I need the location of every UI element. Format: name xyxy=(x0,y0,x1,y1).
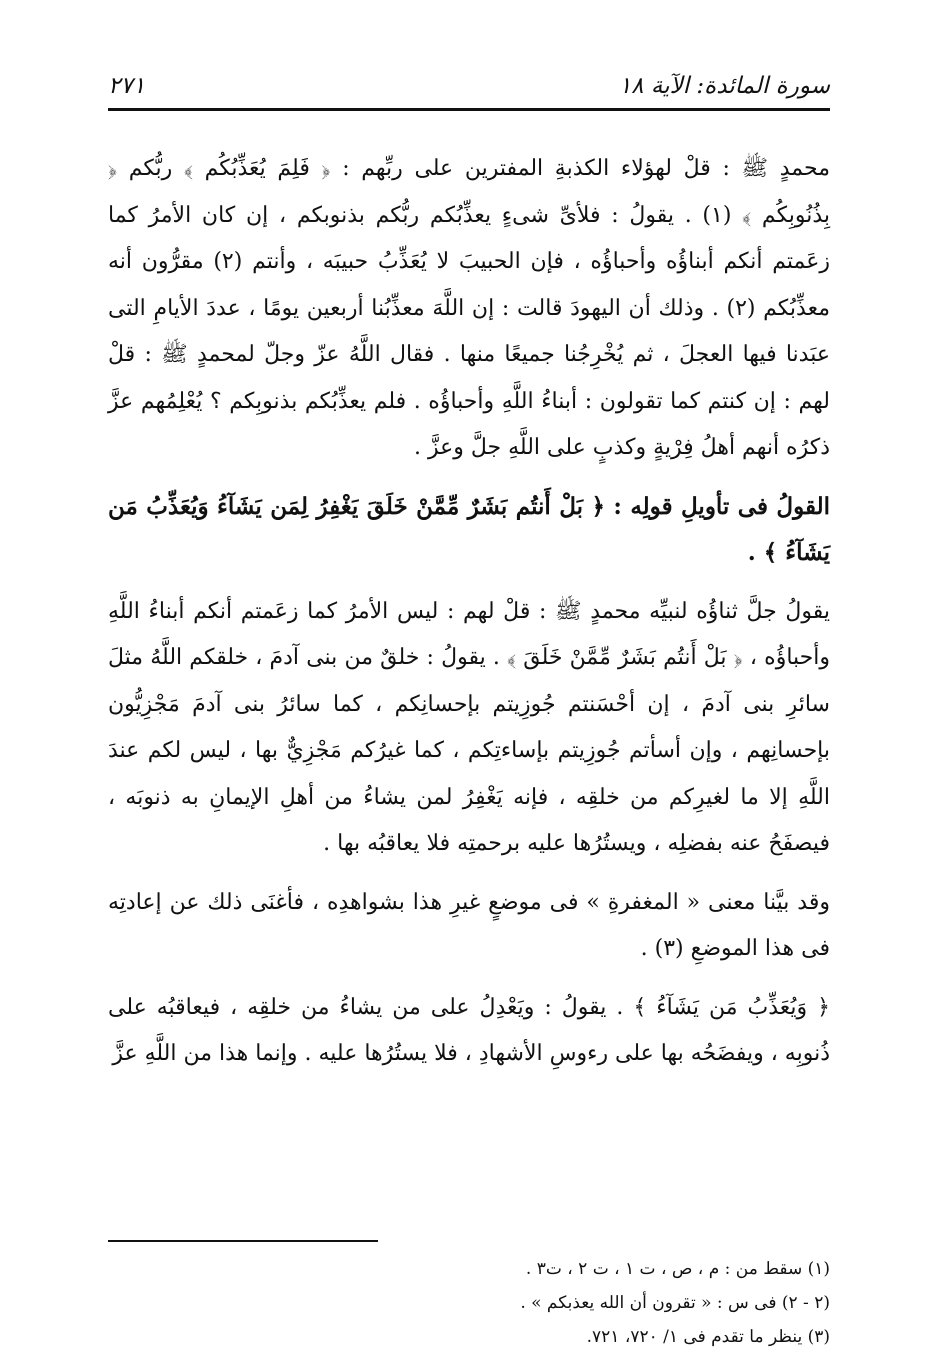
book-page xyxy=(108,52,830,1347)
header-rule xyxy=(108,108,830,111)
paragraph: وقد بيَّنا معنى « المغفرةِ » فى موضعٍ غيرِ هذا بشواهدِه ، فأغنَى ذلك عن إعادتِه فى هذا الموضعِ (٣) . xyxy=(108,889,830,961)
main-text xyxy=(108,146,830,1078)
footnote-rule xyxy=(108,1240,378,1242)
paragraph: محمدٍ ﷺ : قلْ لهؤلاء الكذبةِ المفترين على ربِّهم : ﴿ فَلِمَ يُعَذِّبُكُم ﴾ ربُّكم ﴿ بِذُنُوبِكُم ﴾ (١) . يقولُ : فلأىِّ شىءٍ يعذِّبُكم ربُّكم بذنوبكم ، إن كان الأمرُ كما زعَمتم أنكم أبناؤُه وأحباؤُه ، فإن الحبيبَ لا يُعَذِّبُ حبيبَه ، وأنتم (٢) مقرُّون أنه معذِّبُكم (٢) . وذلك أن اليهودَ قالت : إن اللَّهَ معذِّبُنا أربعين يومًا ، عددَ الأيامِ التى عبَدنا فيها العجلَ ، ثم يُخْرِجُنا جميعًا منها . فقال اللَّهُ عزّ وجلّ لمحمدٍ ﷺ : قلْ لهم : إن كنتم كما تقولون : أبناءُ اللَّهِ وأحباؤُه . فلم يعذِّبُكم بذنوبِكم ؟ يُعْلِمُهم عزَّ ذكرُه أنهم أهلُ فِرْيةٍ وكذبٍ على اللَّهِ جلَّ وعزَّ . xyxy=(108,156,830,460)
footnotes xyxy=(108,1252,830,1354)
footnote: (٣) ينظر ما تقدم فى ١/ ٧٢٠، ٧٢١. xyxy=(586,1327,830,1347)
running-title: سورة المائدة: الآية ١٨ xyxy=(618,73,830,99)
paragraph: يقولُ جلَّ ثناؤُه لنبيِّه محمدٍ ﷺ : قلْ لهم : ليس الأمرُ كما زعَمتم أنكم أبناءُ اللَّهِ وأحباؤُه ، ﴿ بَلْ أَنتُم بَشَرٌ مِّمَّنْ خَلَقَ ﴾ . يقولُ : خلقٌ من بنى آدمَ ، خلقكم اللَّهُ مثلَ سائرِ بنى آدمَ ، إن أحْسَنتم جُوزِيتم بإحسانِكم ، كما سائرُ بنى آدمَ مَجْزِيُّون بإحسانِهم ، وإن أسأتم جُوزِيتم بإساءتِكم ، كما غيرُكم مَجْزِيٌّ بها ، ليس لكم عندَ اللَّهِ إلا ما لغيرِكم من خلقِه ، فإنه يَغْفِرُ لمن يشاءُ من أهلِ الإيمانِ به ذنوبَه ، فيصفَحُ عنه بفضلِه ، ويستُرُها عليه برحمتِه فلا يعاقبُه بها . xyxy=(108,598,830,856)
page-header xyxy=(108,66,830,106)
footnote: (١) سقط من : م ، ص ، ت ١ ، ت ٢ ، ت٣ . xyxy=(525,1259,830,1279)
footnote: (٢ - ٢) فى س : « تقرون أن الله يعذبكم » . xyxy=(520,1293,830,1313)
paragraph: ﴿ وَيُعَذِّبُ مَن يَشَآءُ ﴾ . يقولُ : ويَعْدِلُ على من يشاءُ من خلقِه ، فيعاقبُه على ذُنوبِه ، ويفضَحُه بها على رءوسِ الأشهادِ ، فلا يستُرُها عليه . وإنما هذا من اللَّهِ عزَّ xyxy=(108,994,830,1066)
page-number: ٢٧١ xyxy=(108,73,146,99)
section-heading-paragraph: القولُ فى تأويلِ قولِه : ﴿ بَلْ أَنتُم بَشَرٌ مِّمَّنْ خَلَقَ يَغْفِرُ لِمَن يَشَآءُ وَيُعَذِّبُ مَن يَشَآءُ ﴾ . xyxy=(108,492,830,566)
